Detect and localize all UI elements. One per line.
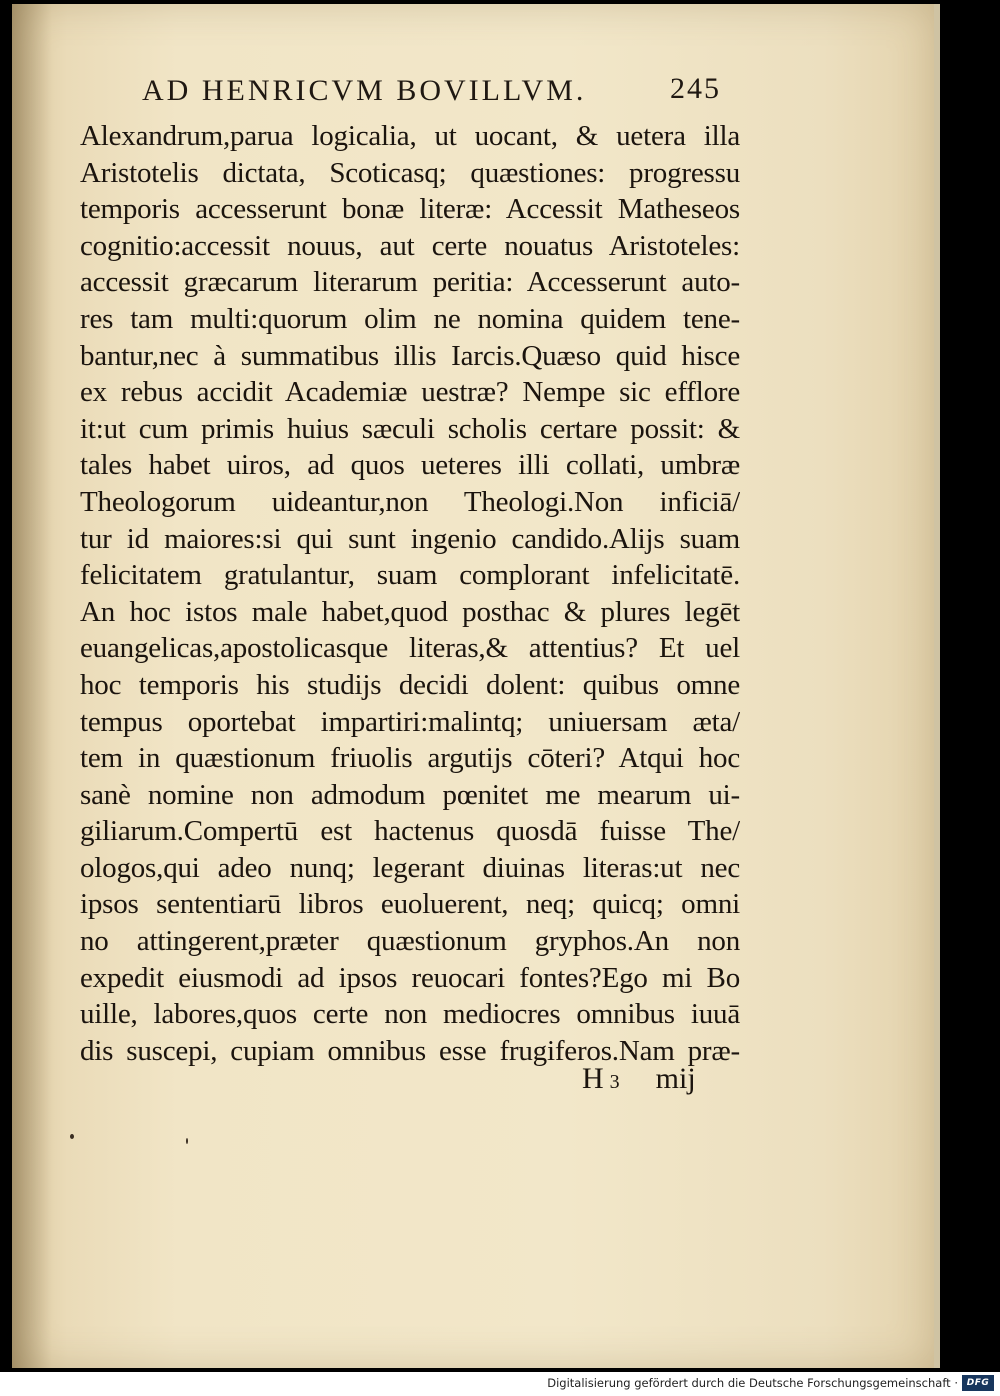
- text-line: tales habet uiros, ad quos ueteres illi collati, umbræ: [80, 449, 740, 482]
- text-line: ipsos sententiarū libros euoluerent, neq; quicq; omni: [80, 888, 740, 921]
- text-line: cognitio:accessit nouus, aut certe nouatus Aristoteles:: [80, 229, 740, 262]
- text-line: dis suscepi, cupiam omnibus esse frugiferos.Nam præ-: [80, 1034, 740, 1067]
- funding-credit: Digitalisierung gefördert durch die Deutsche Forschungsgemeinschaft ·: [547, 1376, 958, 1390]
- text-line: uille, labores,quos certe non mediocres omnibus iuuā: [80, 998, 740, 1031]
- body-text: [80, 118, 740, 1069]
- text-line: An hoc istos male habet,quod posthac & plures legēt: [80, 595, 740, 628]
- paper-speck: [70, 1134, 74, 1139]
- text-line: giliarum.Compertū est hactenus quosdā fuisse The/: [80, 815, 740, 848]
- text-line: euangelicas,apostolicasque literas,& attentius? Et uel: [80, 632, 740, 665]
- page-number: 245: [670, 72, 721, 105]
- gutter-shadow: [12, 4, 52, 1368]
- text-line: no attingerent,præter quæstionum gryphos.An non: [80, 925, 740, 958]
- running-head: AD HENRICVM BOVILLVM.: [142, 74, 587, 107]
- text-line: accessit græcarum literarum peritia: Accesserunt auto-: [80, 266, 740, 299]
- dfg-logo: DFG: [962, 1375, 994, 1391]
- text-line: it:ut cum primis huius sæculi scholis certare possit: &: [80, 412, 740, 445]
- text-line: Alexandrum,parua logicalia, ut uocant, & uetera illa: [80, 120, 740, 152]
- footer-bar: [0, 1372, 1000, 1396]
- text-line: temporis accesserunt bonæ literæ: Accessit Matheseos: [80, 193, 740, 226]
- book-page: [12, 4, 934, 1368]
- text-line: bantur,nec à summatibus illis Iarcis.Quæso quid hisce: [80, 339, 740, 372]
- text-line: tur id maiores:si qui sunt ingenio candido.Alijs suam: [80, 522, 740, 555]
- paper-speck: [186, 1138, 188, 1144]
- signature-number: 3: [609, 1071, 620, 1093]
- text-line: Theologorum uideantur,non Theologi.Non inficiā/: [80, 485, 740, 518]
- signature-mark: [582, 1062, 696, 1096]
- text-line: Aristotelis dictata, Scoticasq; quæstiones: progressu: [80, 156, 740, 189]
- text-line: sanè nomine non admodum pœnitet me mearum ui-: [80, 778, 740, 811]
- text-line: ologos,qui adeo nunq; legerant diuinas literas:ut nec: [80, 851, 740, 884]
- text-line: hoc temporis his studijs decidi dolent: quibus omne: [80, 668, 740, 701]
- text-line: expedit eiusmodi ad ipsos reuocari fontes?Ego mi Bo: [80, 961, 740, 994]
- signature-letter: H: [582, 1062, 604, 1095]
- catchword: mij: [655, 1062, 696, 1095]
- text-line: tempus oportebat impartiri:malintq; uniuersam æta/: [80, 705, 740, 738]
- text-line: ex rebus accidit Academiæ uestræ? Nempe sic efflore: [80, 376, 740, 409]
- text-line: felicitatem gratulantur, suam complorant infelicitatē.: [80, 559, 740, 592]
- text-line: res tam multi:quorum olim ne nomina quidem tene-: [80, 302, 740, 335]
- text-line: tem in quæstionum friuolis argutijs cōteri? Atqui hoc: [80, 742, 740, 775]
- page-edge: [934, 4, 940, 1368]
